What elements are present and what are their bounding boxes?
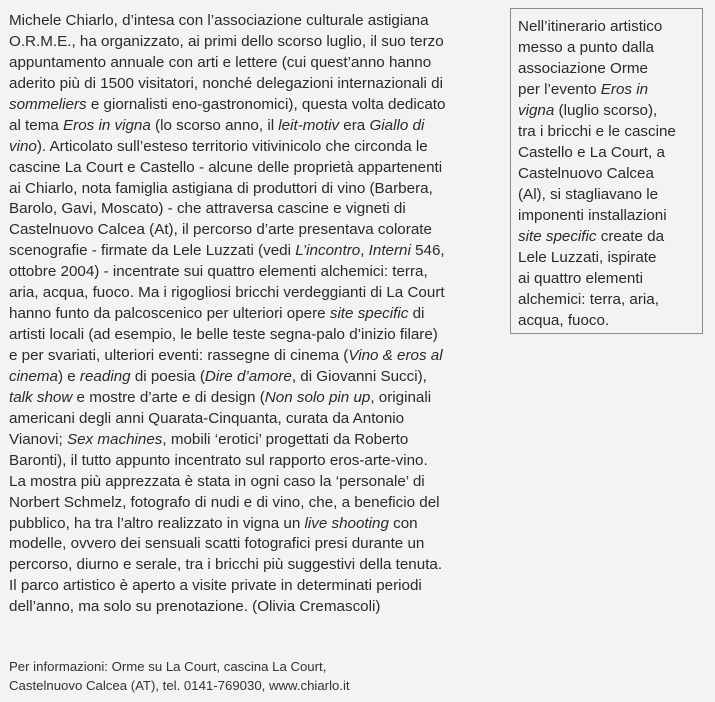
text-run: Norbert Schmelz, fotografo di nudi e di vino, che, a beneficio del [9,493,440,511]
italic-text: cinema [9,367,58,385]
article-line [9,451,497,472]
text-run: hanno funto da palcoscenico per ulteriori opere [9,305,330,323]
italic-text: live shooting [304,514,389,532]
text-run: associazione Orme [518,60,648,77]
text-run: messo a punto dalla [518,39,654,56]
article-line [9,325,497,346]
article-line [9,262,497,283]
text-run: tra i bricchi e le cascine [518,123,676,140]
article-line [9,388,497,409]
sidebar-line [518,79,702,100]
sidebar-line [518,247,702,268]
text-run: Castello e La Court, a [518,144,665,161]
italic-text: site specific [518,228,597,245]
sidebar-line [518,58,702,79]
text-run: ottobre 2004) - incentrate sui quattro elementi alchemici: terra, [9,263,428,281]
article-line [9,367,497,388]
text-run: acqua, fuoco. [518,312,610,329]
text-run: percorso, diurno e serale, tra i bricchi più suggestivi della tenuta. [9,556,443,574]
article-line [9,555,497,576]
text-run: Barolo, Gavi, Moscato) - che attraversa cascine e vigneti di [9,200,406,218]
text-run: Castelnuovo Calcea (At), il percorso d’arte presentava colorate [9,221,432,239]
italic-text: Non solo pin up [264,388,371,406]
article-line [9,472,497,493]
sidebar-line [518,268,702,289]
text-run: dell’anno, ma solo su prenotazione. (Olivia Cremascoli) [9,598,381,616]
italic-text: L’incontro [295,242,361,260]
article-line [9,534,497,555]
sidebar-line [518,100,702,121]
text-run: (lo scorso anno, il [150,116,279,134]
italic-text: Vino & eros al [348,347,443,364]
text-run: e mostre d’arte e di design ( [72,388,265,406]
article-line [9,304,497,325]
article-line [9,95,497,116]
contact-info-line-2: Castelnuovo Calcea (AT), tel. 0141-769030, www.chiarlo.it [9,678,350,693]
text-run: O.R.M.E., ha organizzato, ai primi dello scorso luglio, il suo terzo [9,32,444,50]
article-line [9,74,497,95]
article-line [9,576,497,597]
sidebar-line [518,184,702,205]
text-run: al tema [9,116,64,134]
text-run: alchemici: terra, aria, [518,291,659,308]
italic-text: Eros in [600,81,649,98]
article-line [9,199,497,220]
text-run: Il parco artistico è aperto a visite private in determinati periodi [9,577,422,595]
text-run: , [360,242,369,260]
sidebar-caption-box [510,8,703,334]
italic-text: leit-motiv [278,116,340,134]
text-run: scenografie - firmate da Lele Luzzati (vedi [9,242,296,260]
text-run: aderito più di 1500 visitatori, nonché delegazioni internazionali di [9,74,443,92]
italic-text: sommeliers [9,95,87,113]
text-run: create da [596,228,665,245]
text-run: , mobili ‘erotici’ progettati da Roberto [162,430,409,448]
sidebar-line [518,289,702,310]
text-run: americani degli anni Quarata-Cinquanta, curata da Antonio [9,409,405,427]
article-line [9,158,497,179]
text-run: ai Chiarlo, nota famiglia astigiana di produttori di vino (Barbera, [9,179,433,197]
italic-text: vino [9,137,37,155]
sidebar-line [518,37,702,58]
sidebar-line [518,16,702,37]
article-line [9,346,497,367]
article-line [9,179,497,200]
article-line [9,283,497,304]
italic-text: Eros in vigna [63,116,151,134]
text-run: era [339,116,370,134]
article-line [9,11,497,32]
text-run: per l’evento [518,81,601,98]
text-run: ai quattro elementi [518,270,643,287]
article-line [9,241,497,262]
text-run: ). Articolato sull’esteso territorio vitivinicolo che circonda le [36,137,428,155]
text-run: modelle, ovvero dei sensuali scatti fotografici presi durante un [9,535,425,553]
article-line [9,53,497,74]
article-line [9,116,497,137]
text-run: appuntamento annuale con arti e lettere (cui quest’anno hanno [9,53,432,71]
text-run: Vianovi; [9,430,67,448]
text-run: aria, acqua, fuoco. Ma i rigogliosi bricchi verdeggianti di La Court [9,284,445,302]
article-line [9,32,497,53]
text-run: La mostra più apprezzata è stata in ogni caso la ‘personale’ di [9,472,425,490]
italic-text: Sex machines [66,430,163,448]
italic-text: talk show [9,388,73,406]
sidebar-line [518,142,702,163]
text-run: Michele Chiarlo, d’intesa con l’associazione culturale astigiana [9,12,429,29]
sidebar-line [518,121,702,142]
sidebar-line [518,226,702,247]
italic-text: Giallo di [369,116,425,134]
text-run: artisti locali (ad esempio, le belle teste segna-palo d’inizio filare) [9,326,438,344]
italic-text: site specific [329,305,409,323]
article-line [9,220,497,241]
article-line [9,430,497,451]
article-line [9,514,497,535]
text-run: Baronti), il tutto appunto incentrato sul rapporto eros-arte-vino. [9,451,428,469]
contact-info-line-1: Per informazioni: Orme su La Court, cascina La Court, [9,659,327,674]
text-run: con [388,514,418,532]
sidebar-line [518,310,702,331]
text-run: di poesia ( [130,367,205,385]
italic-text: Interni [368,242,411,260]
article-line [9,597,497,618]
text-run: imponenti installazioni [518,207,667,224]
italic-text: reading [79,367,131,385]
sidebar-line [518,205,702,226]
text-run: 546, [410,242,445,260]
text-run: ) e [57,367,80,385]
italic-text: Dire d’amore [204,367,292,385]
text-run: e giornalisti eno-gastronomici), questa volta dedicato [86,95,446,113]
article-line [9,493,497,514]
sidebar-line [518,163,702,184]
italic-text: vigna [518,102,555,119]
article-line [9,137,497,158]
contact-info [9,657,350,695]
article-line [9,409,497,430]
text-run: Castelnuovo Calcea [518,165,654,182]
text-run: , originali [370,388,432,406]
text-run: Lele Luzzati, ispirate [518,249,657,266]
text-run: pubblico, ha tra l’altro realizzato in vigna un [9,514,305,532]
text-run: , di Giovanni Succi), [291,367,427,385]
text-run: (Al), si stagliavano le [518,186,659,203]
text-run: di [408,305,425,323]
article-body [9,11,497,618]
text-run: cascine La Court e Castello - alcune delle proprietà appartenenti [9,158,443,176]
text-run: e per svariati, ulteriori eventi: rassegne di cinema ( [9,347,349,364]
text-run: (luglio scorso), [554,102,658,119]
text-run: Nell’itinerario artistico [518,18,663,35]
